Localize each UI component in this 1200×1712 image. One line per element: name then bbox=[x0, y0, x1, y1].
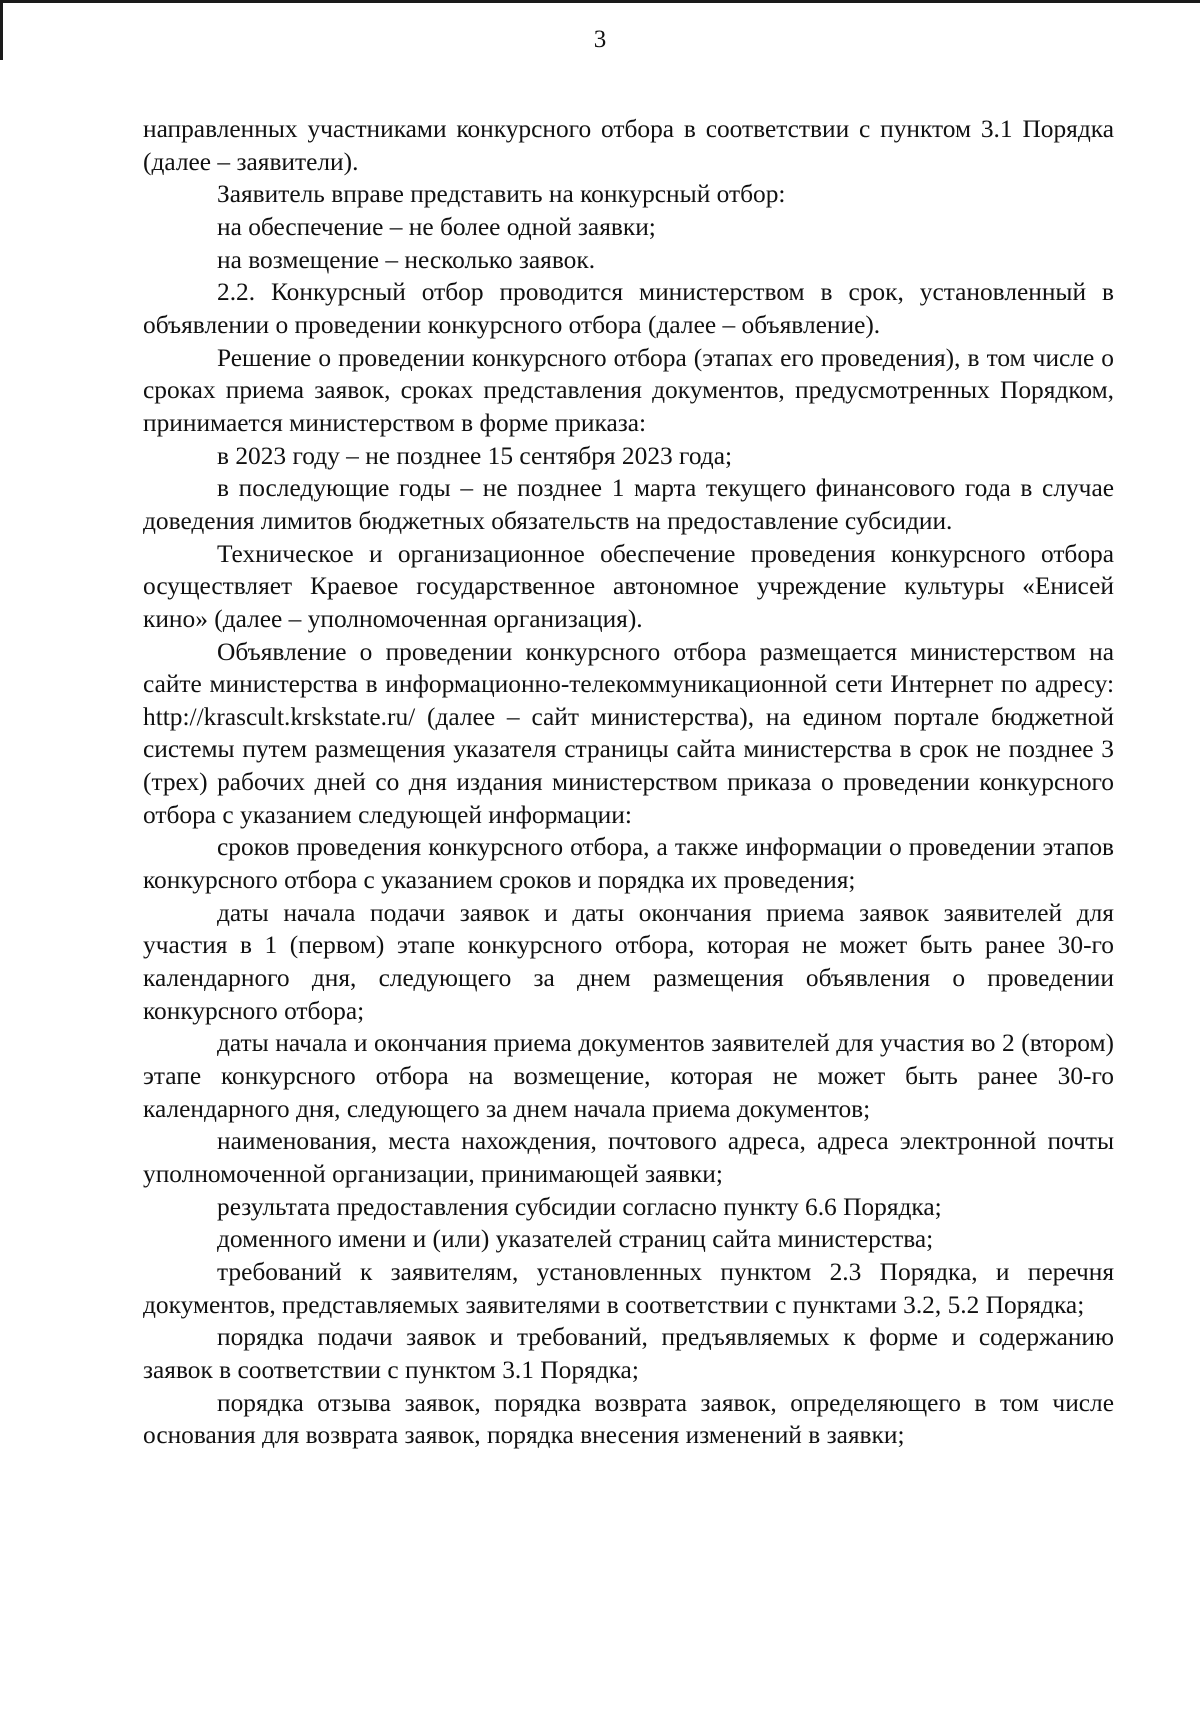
paragraph: сроков проведения конкурсного отбора, а также информации о проведении этапов конкурсного отбора с указанием сроков и порядка их проведения; bbox=[143, 833, 1114, 895]
paragraph: результата предоставления субсидии согласно пункту 6.6 Порядка; bbox=[217, 1192, 942, 1221]
paragraph: на обеспечение – не более одной заявки; bbox=[217, 212, 656, 241]
paragraph: даты начала и окончания приема документов заявителей для участия во 2 (втором) этапе конкурсного отбора на возмещение, которая не может быть ранее 30-го календарного дня, следующего за днем начала приема документов; bbox=[143, 1029, 1114, 1123]
paragraph: доменного имени и (или) указателей страниц сайта министерства; bbox=[217, 1225, 934, 1254]
paragraph: на возмещение – несколько заявок. bbox=[217, 245, 596, 274]
paragraph: в 2023 году – не позднее 15 сентября 2023 года; bbox=[217, 441, 733, 470]
scan-border-top bbox=[0, 0, 1200, 3]
paragraph: в последующие годы – не позднее 1 марта текущего финансового года в случае доведения лимитов бюджетных обязательств на предоставление субсидии. bbox=[143, 474, 1114, 535]
paragraph: Заявитель вправе представить на конкурсный отбор: bbox=[217, 180, 786, 209]
paragraph: даты начала подачи заявок и даты окончания приема заявок заявителей для участия в 1 (первом) этапе конкурсного отбора, которая не может быть ранее 30-го календарного дня, следующего за днем размещения объявления о проведении конкурсного отбора; bbox=[143, 898, 1114, 1025]
paragraph: порядка подачи заявок и требований, предъявляемых к форме и содержанию заявок в соответствии с пунктом 3.1 Порядка; bbox=[143, 1323, 1114, 1384]
paragraph: требований к заявителям, установленных пунктом 2.3 Порядка, и перечня документов, представляемых заявителями в соответствии с пунктами 3.2, 5.2 Порядка; bbox=[143, 1257, 1114, 1319]
paragraph: наименования, места нахождения, почтового адреса, адреса электронной почты уполномоченной организации, принимающей заявки; bbox=[143, 1127, 1114, 1188]
page-number: 3 bbox=[593, 26, 607, 53]
paragraph: Решение о проведении конкурсного отбора (этапах его проведения), в том числе о сроках приема заявок, сроках представления документов, предусмотренных Порядком, принимается министерством в форме приказа: bbox=[143, 343, 1114, 437]
paragraph: Техническое и организационное обеспечение проведения конкурсного отбора осуществляет Краевое государственное автономное учреждение культуры «Енисей кино» (далее – уполномоченная организация). bbox=[143, 539, 1114, 633]
document-body bbox=[143, 113, 1114, 1452]
paragraph: порядка отзыва заявок, порядка возврата заявок, определяющего в том числе основания для возврата заявок, порядка внесения изменений в заявки; bbox=[143, 1388, 1114, 1450]
paragraph-clause-2-2: 2.2. Конкурсный отбор проводится министерством в срок, установленный в объявлении о проведении конкурсного отбора (далее – объявление). bbox=[143, 278, 1114, 339]
paragraph: Объявление о проведении конкурсного отбора размещается министерством на сайте министерства в информационно-телекоммуникационной сети Интернет по адресу: http://krascult.krskstate.ru/ (далее – сайт министерства), на едином портале бюджетной системы путем размещения указателя страницы сайта министерства в срок не позднее 3 (трех) рабочих дней со дня издания министерством приказа о проведении конкурсного отбора с указанием следующей информации: bbox=[143, 637, 1114, 829]
paragraph-continuation: направленных участниками конкурсного отбора в соответствии с пунктом 3.1 Порядка (далее – заявители). bbox=[143, 115, 1114, 176]
